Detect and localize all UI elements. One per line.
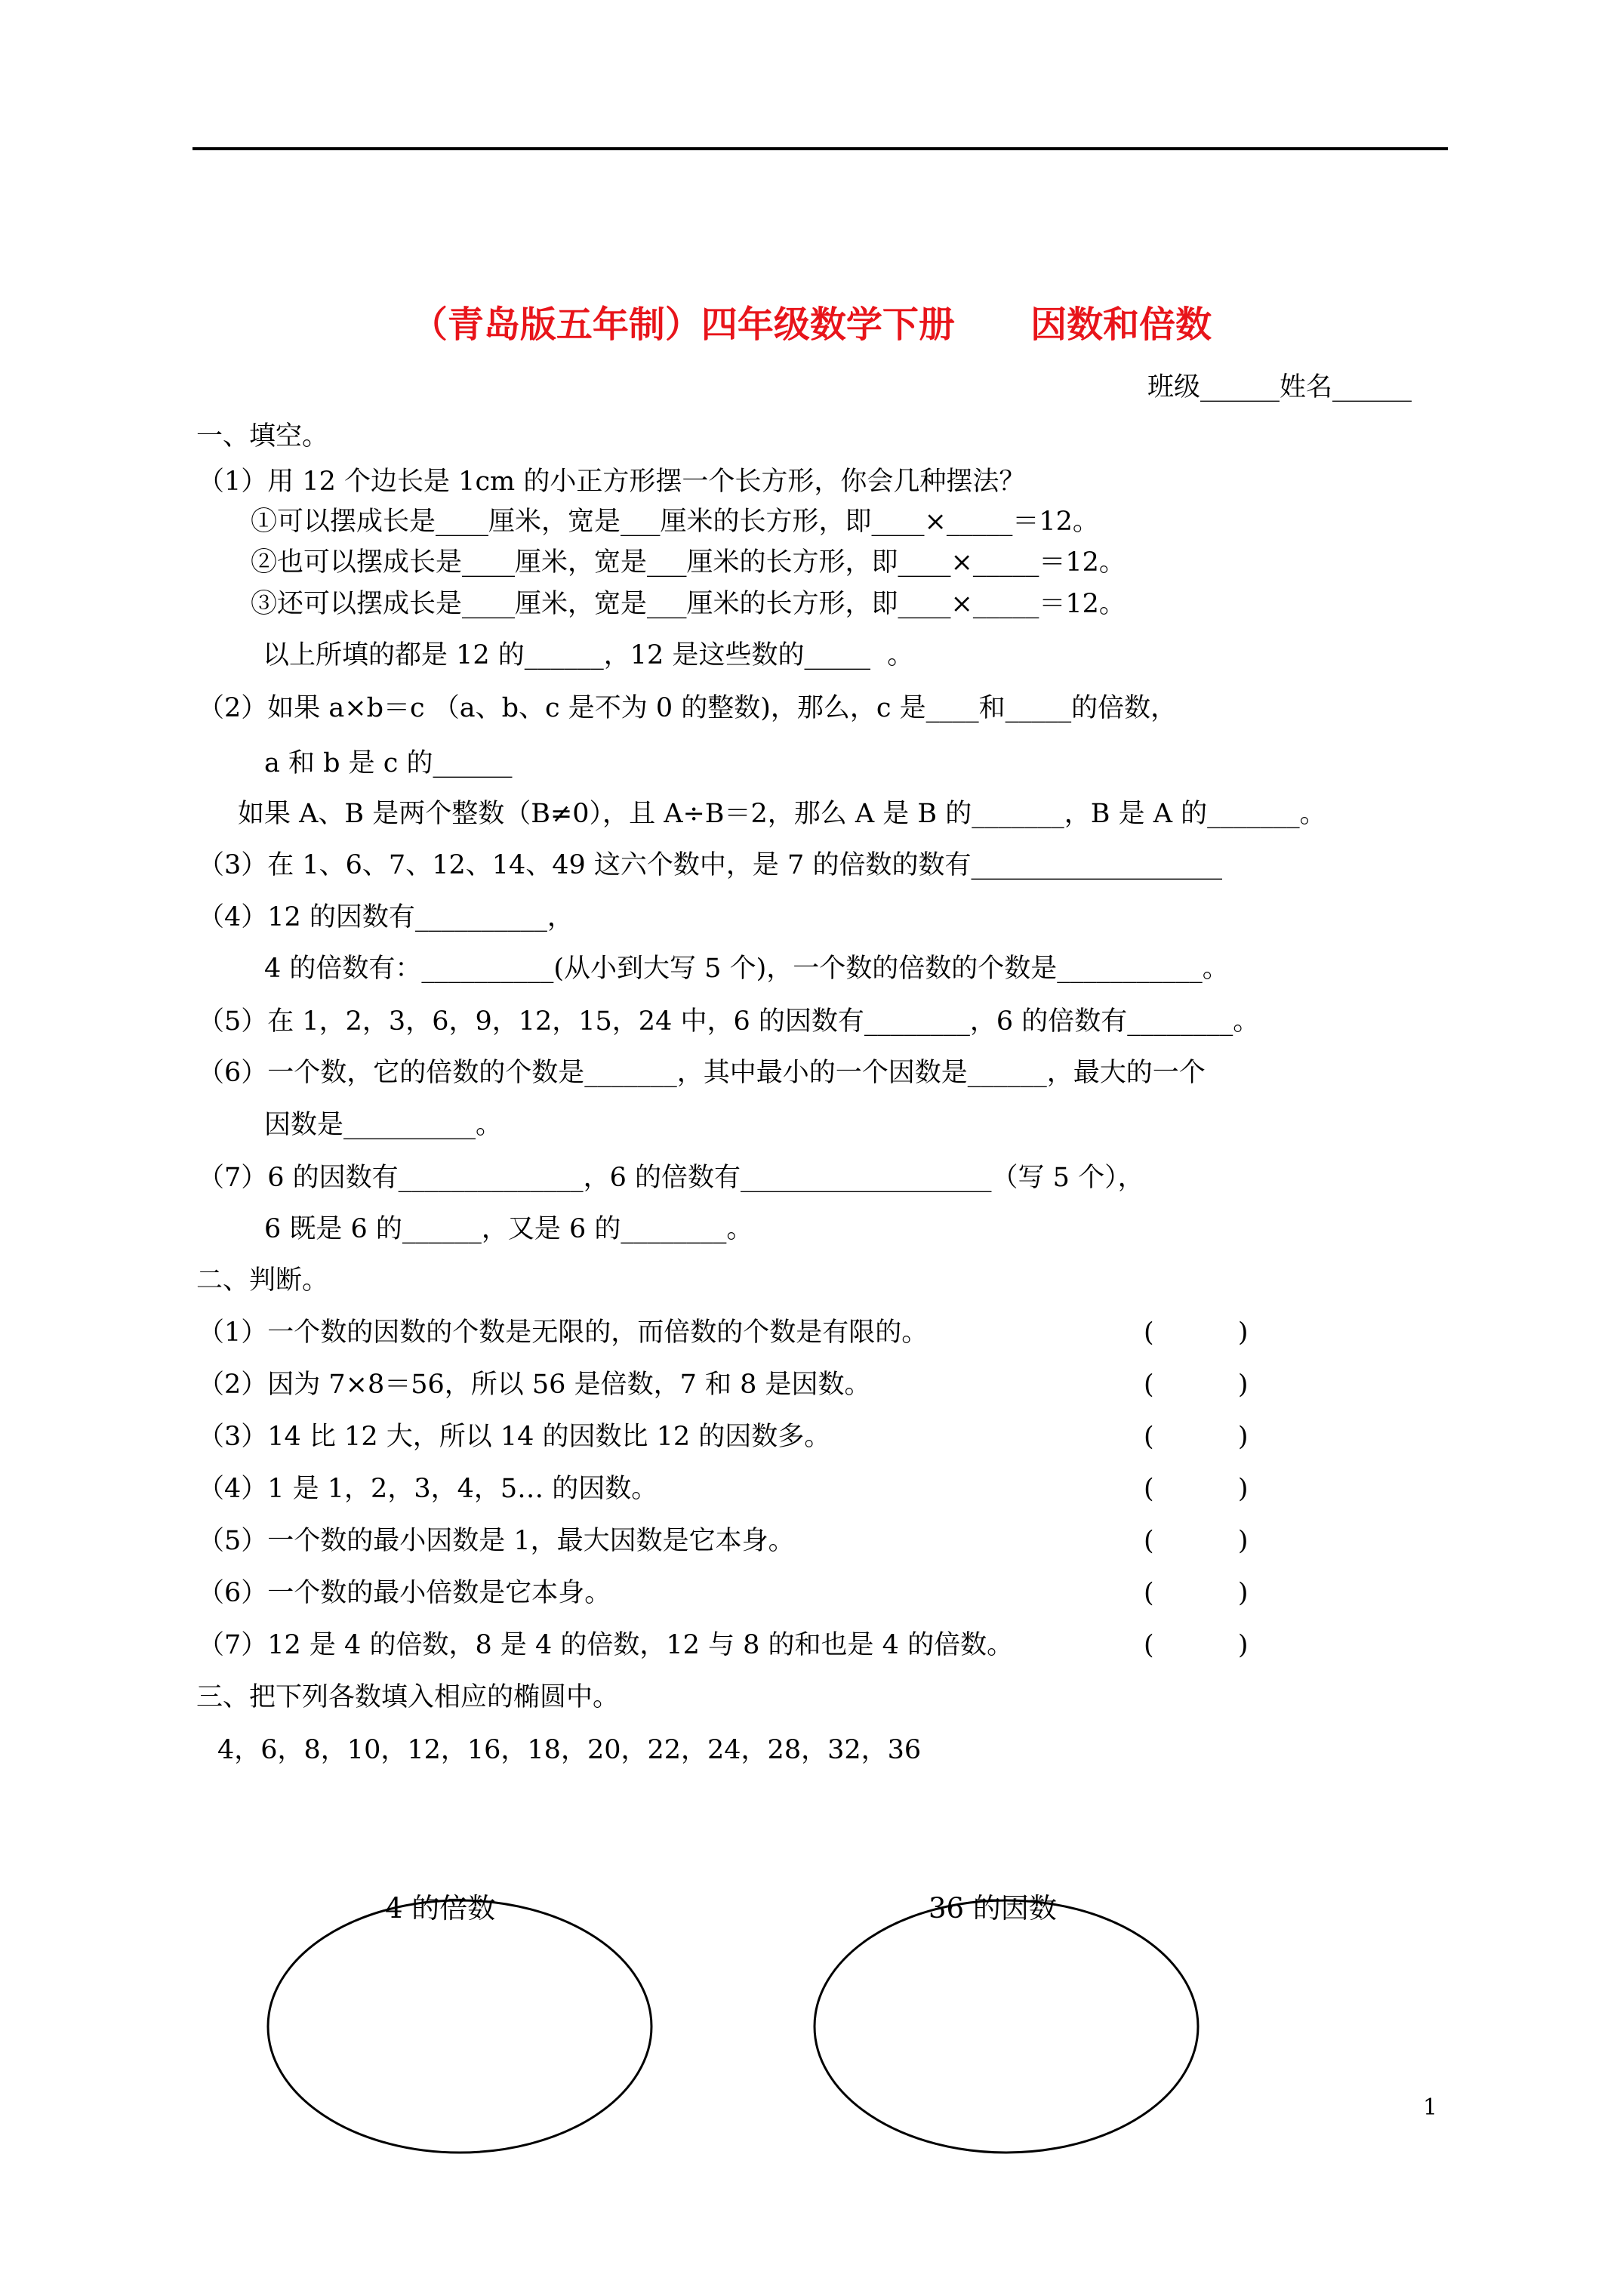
ellipse-right-label: 36 的因数	[929, 1892, 1057, 1925]
q2-line-cont: a 和 b 是 c 的______	[264, 748, 513, 778]
judge-item-2: （2）因为 7×8＝56，所以 56 是倍数，7 和 8 是因数。	[198, 1370, 871, 1400]
page-title: （青岛版五年制）四年级数学下册 因数和倍数	[411, 304, 1212, 346]
judge-answer-5: ( )	[1144, 1526, 1249, 1556]
judge-answer-2: ( )	[1144, 1370, 1249, 1400]
q1-item-3: ③还可以摆成长是____厘米，宽是___厘米的长方形，即____×_____＝12。	[251, 589, 1126, 619]
judge-item-3: （3）14 比 12 大，所以 14 的因数比 12 的因数多。	[198, 1422, 831, 1452]
ellipse-left-label: 4 的倍数	[385, 1892, 496, 1925]
q3-line: （3）在 1、6、7、12、14、49 这六个数中，是 7 的倍数的数有___________________	[198, 850, 1222, 880]
ellipse-multiples-of-4	[268, 1900, 651, 2153]
q4-line-cont: 4 的倍数有：__________(从小到大写 5 个)，一个数的倍数的个数是___________。	[264, 954, 1229, 984]
judge-item-7: （7）12 是 4 的倍数，8 是 4 的倍数，12 与 8 的和也是 4 的倍数。	[198, 1630, 1014, 1660]
q1-line: （1）用 12 个边长是 1cm 的小正方形摆一个长方形，你会几种摆法？	[198, 467, 1026, 497]
ellipse-factors-of-36	[815, 1900, 1198, 2153]
q5-line: （5）在 1，2，3，6，9，12，15，24 中，6 的因数有________，6 的倍数有________。	[198, 1006, 1260, 1037]
page-number: 1	[1423, 2094, 1438, 2121]
q1-item-2: ②也可以摆成长是____厘米，宽是___厘米的长方形，即____×_____＝12。	[251, 547, 1126, 578]
q1-item-1: ①可以摆成长是____厘米，宽是___厘米的长方形，即____×_____＝12。	[251, 507, 1099, 537]
judge-answer-1: ( )	[1144, 1318, 1249, 1348]
q2-line-ab: 如果 A、B 是两个整数（B≠0），且 A÷B＝2，那么 A 是 B 的_______，B 是 A 的_______。	[238, 799, 1326, 829]
judge-item-1: （1）一个数的因数的个数是无限的，而倍数的个数是有限的。	[198, 1318, 929, 1348]
judge-answer-7: ( )	[1144, 1630, 1249, 1660]
class-name-line: 班级______姓名______	[1147, 372, 1412, 402]
q6-line: （6）一个数，它的倍数的个数是_______，其中最小的一个因数是______，最大的一个	[198, 1058, 1206, 1088]
judge-answer-6: ( )	[1144, 1578, 1249, 1608]
judge-item-4: （4）1 是 1，2，3，4，5… 的因数。	[198, 1474, 658, 1504]
q7-line: （7）6 的因数有______________，6 的倍数有___________________（写 5 个），	[198, 1163, 1144, 1193]
q1-summary: 以上所填的都是 12 的______，12 是这些数的_____ 。	[263, 640, 914, 670]
judge-item-5: （5）一个数的最小因数是 1，最大因数是它本身。	[198, 1526, 795, 1556]
section1-heading: 一、填空。	[196, 421, 329, 451]
section3-heading: 三、把下列各数填入相应的椭圆中。	[196, 1682, 620, 1712]
q2-line: （2）如果 a×b＝c （a、b、c 是不为 0 的整数)，那么，c 是____和_____的倍数，	[198, 693, 1178, 723]
q6-line-cont: 因数是__________。	[264, 1110, 503, 1140]
q7-line-cont: 6 既是 6 的______，又是 6 的________。	[264, 1214, 753, 1244]
judge-answer-4: ( )	[1144, 1474, 1249, 1504]
number-list: 4，6，8，10，12，16，18，20，22，24，28，32，36	[217, 1735, 922, 1765]
section2-heading: 二、判断。	[196, 1265, 329, 1296]
q4-line: （4）12 的因数有__________，	[198, 902, 574, 932]
judge-item-6: （6）一个数的最小倍数是它本身。	[198, 1578, 611, 1608]
judge-answer-3: ( )	[1144, 1422, 1249, 1452]
